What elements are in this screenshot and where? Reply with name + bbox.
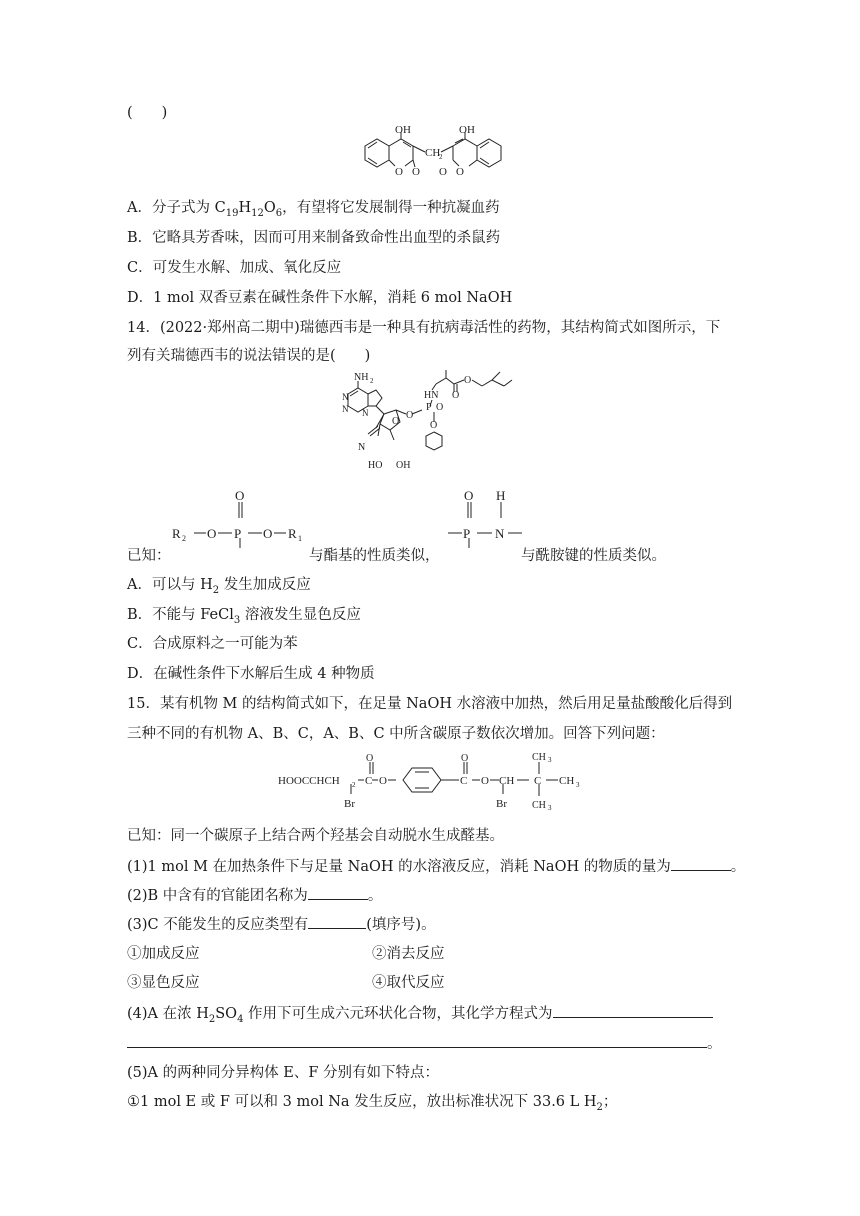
nh2-sub: 2 bbox=[370, 377, 374, 385]
choice-2: ②消去反应 bbox=[372, 946, 445, 962]
choice-4: ④取代反应 bbox=[372, 975, 445, 991]
oh-label: OH bbox=[459, 124, 475, 136]
phenoxy-o-label: O bbox=[430, 420, 438, 431]
q13-option-d: D．1 mol 双香豆素在碱性条件下水解，消耗 6 mol NaOH bbox=[127, 290, 513, 306]
q15-part1: (1)1 mol M 在加热条件下与足量 NaOH 的水溶液反应，消耗 NaOH 的物质的量为 。 bbox=[127, 856, 745, 877]
q14-known-text1: 与酯基的性质类似， bbox=[309, 548, 440, 564]
choice-3: ③显色反应 bbox=[127, 975, 200, 991]
dicoumarol-structure bbox=[355, 124, 515, 196]
ch3-sub: 3 bbox=[548, 804, 552, 812]
p-label: P bbox=[426, 402, 432, 413]
q15-part5: (5)A 的两种同分异构体 E、F 分别有如下特点： bbox=[127, 1065, 439, 1081]
phosphate-ester-structure bbox=[172, 488, 322, 552]
p-label: P bbox=[463, 526, 471, 541]
oh-label: OH bbox=[396, 460, 411, 471]
compound-m-structure bbox=[278, 750, 598, 822]
ch2-sub: 2 bbox=[352, 781, 356, 789]
q15-part4-continuation: 。 bbox=[127, 1033, 722, 1054]
answer-blank[interactable] bbox=[308, 885, 368, 900]
br-label: Br bbox=[344, 798, 355, 810]
q13-option-c: C．可发生水解、加成、氧化反应 bbox=[127, 260, 342, 276]
q13-option-b: B．它略具芳香味，因而可用来制备致命性出血型的杀鼠药 bbox=[127, 230, 501, 246]
hn-label: HN bbox=[424, 390, 439, 401]
o-label: O bbox=[464, 488, 474, 503]
choice-1: ①加成反应 bbox=[127, 946, 200, 962]
q15-part3: (3)C 不能发生的反应类型有 (填序号)。 bbox=[127, 914, 436, 935]
q15-known: 已知：同一个碳原子上结合两个羟基会自动脱水生成醛基。 bbox=[127, 828, 504, 844]
answer-blank[interactable] bbox=[553, 1003, 713, 1018]
ch2-label: CH bbox=[425, 147, 441, 159]
q14-known-prefix: 已知： bbox=[127, 548, 171, 564]
nh2-label: NH bbox=[354, 372, 369, 383]
r2-sub: 2 bbox=[182, 534, 186, 543]
p-o-label: O bbox=[436, 402, 444, 413]
br-label: Br bbox=[496, 798, 507, 810]
o-label: O bbox=[456, 166, 464, 178]
oh-label: OH bbox=[395, 124, 411, 136]
q14-option-b: B．不能与 FeCl$_3$ 溶液发生显色反应 bbox=[127, 607, 361, 626]
ch3-label: CH bbox=[532, 800, 546, 811]
ring-o-label: O bbox=[392, 416, 400, 427]
ch3-sub: 3 bbox=[548, 756, 552, 764]
q15-stem-line2: 三种不同的有机物 A、B、C，A、B、C 中所含碳原子数依次增加。回答下列问题： bbox=[127, 726, 665, 742]
q14-option-a: A．可以与 $H_2$ 发生加成反应 bbox=[127, 577, 311, 596]
ch-label: CH bbox=[499, 775, 515, 787]
q13-answer-paren: ( ) bbox=[127, 105, 168, 121]
answer-blank[interactable] bbox=[127, 1033, 707, 1048]
q15-part2: (2)B 中含有的官能团名称为 。 bbox=[127, 885, 382, 906]
c-label: C bbox=[534, 775, 542, 787]
o-label: O bbox=[439, 166, 447, 178]
q15-part5-feature1: ①1 mol E 或 F 可以和 3 mol Na 发生反应，放出标准状况下 33.6 L $H_2$； bbox=[127, 1094, 618, 1113]
n-label: N bbox=[362, 408, 369, 418]
h-label: H bbox=[496, 488, 506, 503]
hoocchch2-label: HOOCCHCH bbox=[278, 775, 340, 787]
ch3-sub: 3 bbox=[576, 781, 580, 789]
q15-part4: (4)A 在浓 $H_2SO_4$ 作用下可生成六元环状化合物，其化学方程式为 bbox=[127, 1003, 713, 1030]
r1-label: R bbox=[288, 526, 297, 541]
r2-label: R bbox=[172, 526, 181, 541]
c-label: C bbox=[365, 775, 373, 787]
ch2-sub: 2 bbox=[439, 153, 443, 161]
ho-label: HO bbox=[368, 460, 383, 471]
answer-blank[interactable] bbox=[671, 856, 731, 871]
q14-option-c: C．合成原料之一可能为苯 bbox=[127, 636, 298, 652]
q13-option-a: A．分子式为 $C_{19}H_{12}O_6$，有望将它发展制得一种抗凝血药 bbox=[127, 200, 500, 219]
q14-stem-line2: 列有关瑞德西韦的说法错误的是( ) bbox=[127, 348, 371, 364]
o-label: O bbox=[366, 753, 374, 764]
o-label: O bbox=[412, 166, 420, 178]
ch3-label: CH bbox=[532, 752, 546, 763]
o-label: O bbox=[461, 753, 469, 764]
q14-stem-line1: 14．(2022·郑州高二期中)瑞德西韦是一种具有抗病毒活性的药物，其结构简式如图所示，下 bbox=[127, 320, 721, 336]
phosphoramide-structure bbox=[446, 488, 526, 552]
o-label: O bbox=[263, 526, 273, 541]
o-label: O bbox=[235, 488, 245, 503]
o-label: O bbox=[207, 526, 217, 541]
link-o-label: O bbox=[406, 410, 414, 421]
q15-stem-line1: 15．某有机物 M 的结构简式如下，在足量 NaOH 水溶液中加热，然后用足量盐酸酸化后得到 bbox=[127, 696, 733, 712]
o-label: O bbox=[481, 775, 489, 787]
remdesivir-structure bbox=[338, 370, 538, 489]
n-label: N bbox=[342, 392, 349, 402]
c-label: C bbox=[460, 775, 468, 787]
ch3-label: CH bbox=[559, 775, 575, 787]
o-label: O bbox=[379, 775, 387, 787]
r1-sub: 1 bbox=[298, 534, 302, 543]
nitrile-n-label: N bbox=[358, 442, 366, 453]
ester-o-label: O bbox=[464, 375, 472, 386]
ester-o-label: O bbox=[452, 390, 460, 401]
answer-blank[interactable] bbox=[308, 914, 366, 929]
q14-option-d: D．在碱性条件下水解后生成 4 种物质 bbox=[127, 666, 375, 682]
n-label: N bbox=[495, 526, 505, 541]
q14-known-text2: 与酰胺键的性质类似。 bbox=[521, 548, 666, 564]
p-label: P bbox=[234, 526, 242, 541]
o-label: O bbox=[395, 166, 403, 178]
n-label: N bbox=[342, 404, 349, 414]
